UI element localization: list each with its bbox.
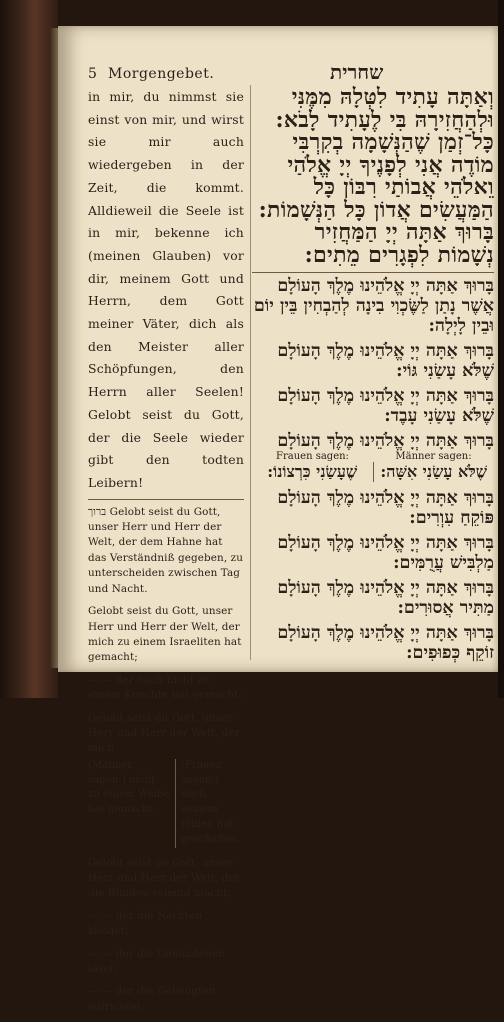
men-say-label: Männer sagen: <box>395 451 472 462</box>
hebrew-blessing-servant: בָּרוּךְ אַתָּה יְיָ אֱלֹהֵינוּ מֶלֶךְ הָעוֹלָם שֶׁלֹּא עָשַׂנִי עָבֶד: <box>277 386 494 426</box>
blessing-israelite: Gelobt seist du Gott, unser Herr und Herr der Welt, der mich zu einem Israeliten hat gemacht; <box>88 605 242 664</box>
hebrew-running-title: שחרית <box>330 60 384 84</box>
women-say-label: Frauen sagen: <box>276 451 349 462</box>
german-column <box>88 86 244 1022</box>
hebrew-blessing-rooster: בָּרוּךְ אַתָּה יְיָ אֱלֹהֵינוּ מֶלֶךְ הָעוֹלָם אֲשֶׁר נָתַן לַשֶּׂכְוִי בִינָה לְהַבְחִין בֵּין יוֹם וּבֵין לָיְלָה: <box>253 276 494 336</box>
hebrew-blessing-bowed: בָּרוּךְ אַתָּה יְיָ אֱלֹהֵינוּ מֶלֶךְ הָעוֹלָם זוֹקֵף כְּפוּפִים: <box>277 623 494 663</box>
blessing-naked: — — der die Nackten kleidet; <box>88 909 203 938</box>
blessing-rooster: ברוך Gelobt seist du Gott, unser Herr und Herr der Welt, der dem Hahne hat das Verständniß gegeben, zu unterscheiden zwischen Tag und Nacht. <box>88 505 244 595</box>
section-rule <box>88 499 244 500</box>
hebrew-gender-labels <box>252 451 494 462</box>
blessing-blind: Gelobt seist du Gott, unser Herr und Herr der Welt, der die Blinden sehend macht; <box>88 856 240 900</box>
hebrew-blessing-bound: בָּרוּךְ אַתָּה יְיָ אֱלֹהֵינוּ מֶלֶךְ הָעוֹלָם מַתִּיר אֲסוּרִים: <box>277 578 494 618</box>
hebrew-gender-texts <box>252 462 494 482</box>
men-women-separator <box>175 759 176 848</box>
blessing-servant: — — der mich nicht zu einem Knechte hat gemacht; <box>88 673 243 702</box>
hebrew-blessing-blind: בָּרוּךְ אַתָּה יְיָ אֱלֹהֵינוּ מֶלֶךְ הָעוֹלָם פּוֹקֵחַ עִוְרִים: <box>277 488 494 528</box>
hebrew-blessing-man-woman: בָּרוּךְ אַתָּה יְיָ אֱלֹהֵינוּ מֶלֶךְ הָעוֹלָם <box>277 431 494 451</box>
german-running-title: Morgengebet. <box>108 66 215 82</box>
column-divider <box>250 85 251 660</box>
hebrew-column <box>252 86 494 668</box>
hebrew-men-text: שֶׁלֹּא עָשַׂנִי אִשָּׁה: <box>380 462 488 481</box>
hebrew-gender-separator <box>373 462 374 482</box>
hebrew-intro-paragraph: וְאַתָּה עָתִיד לִטְּלָהּ מִמֶּנִּי וּלְהַחֲזִירָהּ בִּי לֶעָתִיד לָבֹא: כָּל־זְמַן שֶׁהַנְּשָׁמָה בְקִרְבִּי מוֹדֶה אֲנִי לְפָנֶיךָ יְיָ אֱלֹהַי וֵאלֹהֵי אֲבוֹתַי רִבּוֹן כָּל הַמַּעֲשִׂים אֲדוֹן כָּל הַנְּשָׁמוֹת: בָּרוּךְ אַתָּה יְיָ הַמַּחֲזִיר נְשָׁמוֹת לִפְגָרִים מֵתִים: <box>258 84 494 268</box>
blessing-bowed: — — der die Gebeugten aufrichtet; <box>88 985 216 1013</box>
section-rule-hebrew <box>252 272 494 273</box>
blessing-man-woman: Gelobt seist du Gott, unser Herr und Herr der Welt, der mich <box>88 711 240 755</box>
women-say-text: (Frauen sagen:) nach seinem Willen hat geschaffen. <box>181 759 241 845</box>
blessing-bound: — — der die Gebundenen löset; <box>88 947 225 975</box>
german-intro-paragraph: in mir, du nimmst sie einst von mir, und wirst sie mir auch wiedergeben in der Zeit, die kommt. Alldieweil die Seele ist in mir, bekenne ich (meinen Glauben) vor dir, meinem Gott und Herrn, dem Gott meiner Väter, dich als den Meister aller Schöpfungen, den Herrn aller Seelen! Gelobt seist du Gott, der die Seele wieder gibt den todten Leibern! <box>88 89 244 490</box>
hebrew-blessing-naked: בָּרוּךְ אַתָּה יְיָ אֱלֹהֵינוּ מֶלֶךְ הָעוֹלָם מַלְבִּישׁ עֲרֻמִּים: <box>277 533 494 573</box>
background-edge <box>498 0 504 698</box>
men-women-columns <box>88 759 244 848</box>
hebrew-blessing-israelite: בָּרוּךְ אַתָּה יְיָ אֱלֹהֵינוּ מֶלֶךְ הָעוֹלָם שֶׁלֹּא עָשַׂנִי גּוֹי: <box>277 341 494 381</box>
page-number: 5 <box>88 66 97 82</box>
hebrew-women-text: שֶׁעָשַׂנִי כִּרְצוֹנוֹ: <box>267 462 358 481</box>
men-say-text: (Männer sagen:) nicht zu einem Weibe hat gemacht. <box>88 759 170 816</box>
